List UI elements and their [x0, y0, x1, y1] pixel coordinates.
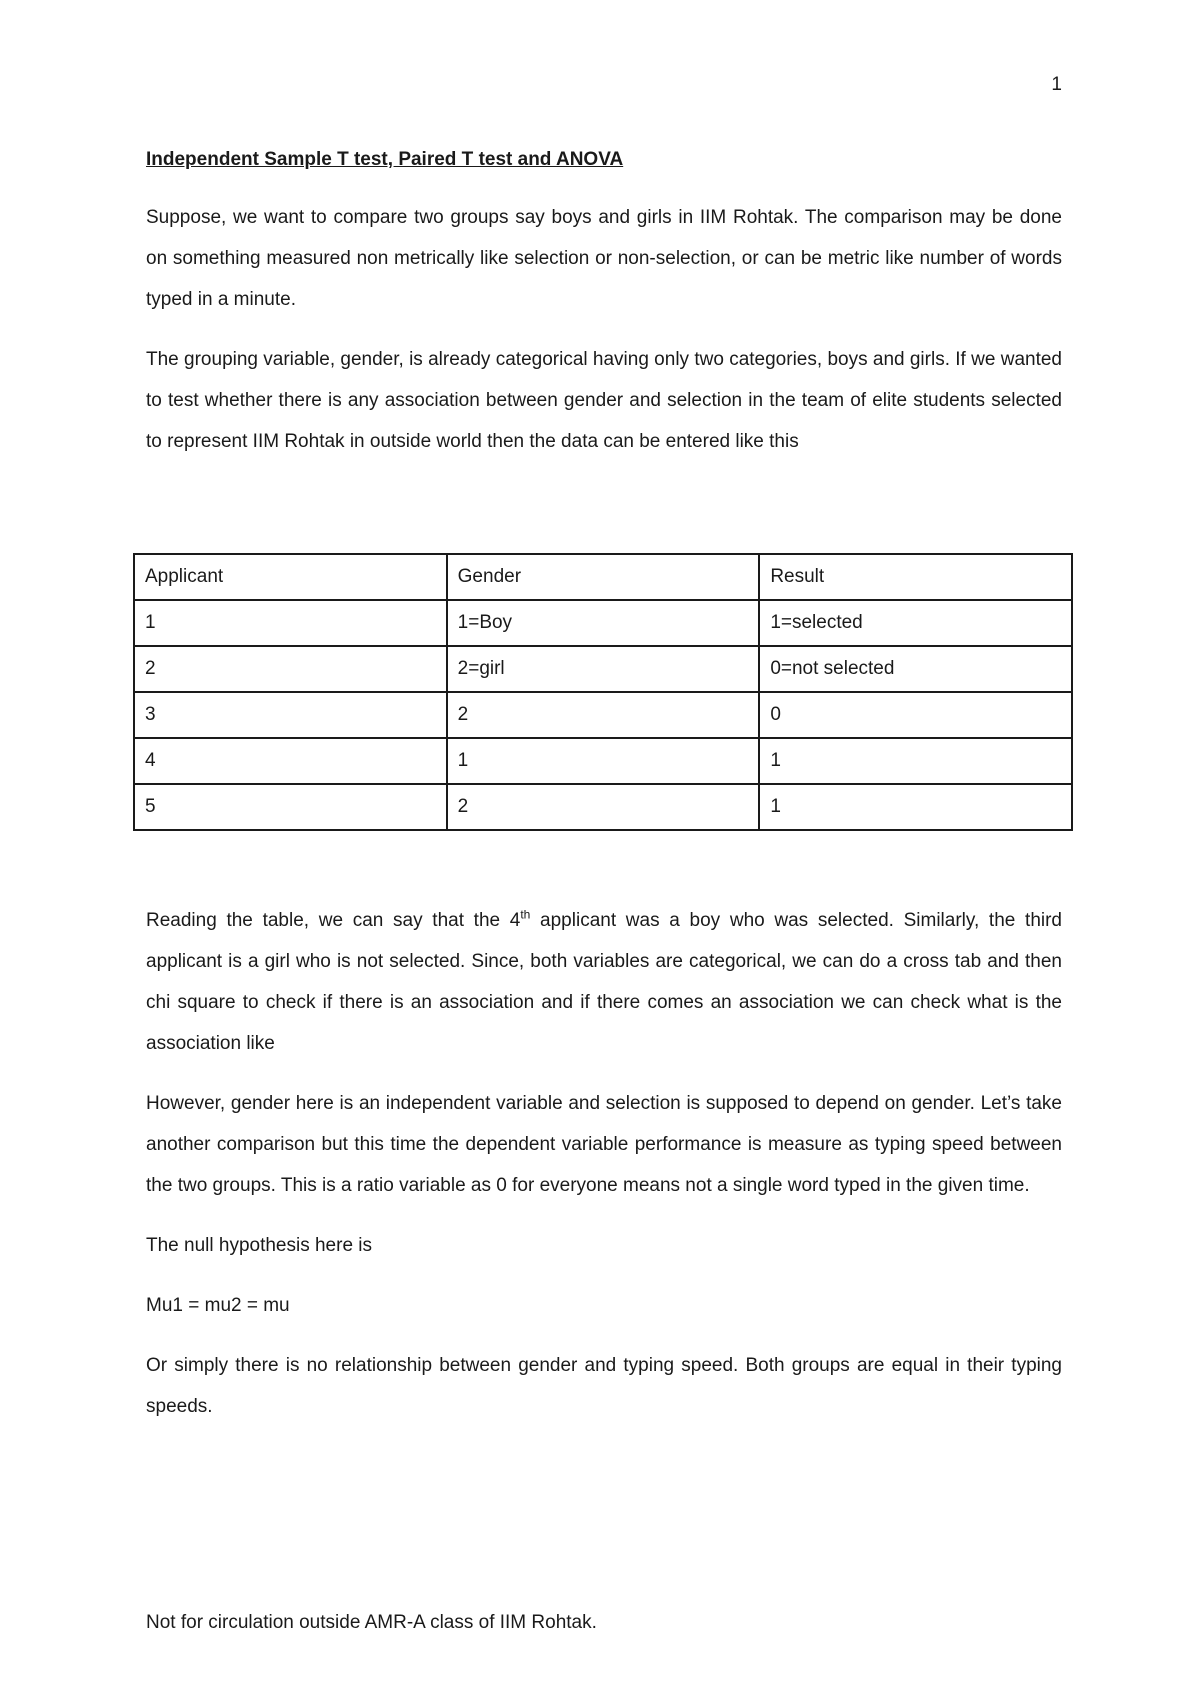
null-hypothesis-intro: The null hypothesis here is [146, 1235, 373, 1256]
table-row [134, 646, 1072, 692]
table-cell: 1=selected [759, 600, 1072, 646]
conclusion-paragraph: Or simply there is no relationship between gender and typing speed. Both groups are equal in their typing speeds. [146, 1355, 1062, 1417]
ordinal-superscript: th [520, 907, 531, 922]
table-cell: 1 [134, 600, 447, 646]
applicant-table [133, 553, 1073, 831]
intro-paragraph: Suppose, we want to compare two groups say boys and girls in IIM Rohtak. The comparison may be done on something measured non metrically like selection or non-selection, or can be metric like number of words typed in a minute. [146, 207, 1062, 310]
table-cell: 0 [759, 692, 1072, 738]
table-cell: 1 [759, 784, 1072, 830]
table-cell: 0=not selected [759, 646, 1072, 692]
null-hypothesis-equation: Mu1 = mu2 = mu [146, 1295, 290, 1316]
table-cell: 1 [759, 738, 1072, 784]
table-cell: 2 [134, 646, 447, 692]
page-number: 1 [1051, 74, 1062, 95]
document-body-continued [146, 900, 1062, 1446]
table-row [134, 784, 1072, 830]
grouping-paragraph: The grouping variable, gender, is already categorical having only two categories, boys and girls. If we wanted to test whether there is any association between gender and selection in the team of elite students selected to represent IIM Rohtak in outside world then the data can be entered like this [146, 349, 1062, 452]
table-row [134, 692, 1072, 738]
table-row [134, 738, 1072, 784]
table-row [134, 600, 1072, 646]
header-applicant: Applicant [134, 554, 447, 600]
table-header-row [134, 554, 1072, 600]
table-cell: 1 [447, 738, 760, 784]
document-body [146, 146, 1062, 481]
header-result: Result [759, 554, 1072, 600]
reading-text-part2: applicant was a boy who was selected. Similarly, the third applicant is a girl who is not selected. Since, both variables are categorical, we can do a cross tab and then chi square to check if there is an association and if there comes an association we can check what is the association like [146, 910, 1062, 1054]
header-gender: Gender [447, 554, 760, 600]
table-cell: 5 [134, 784, 447, 830]
table-cell: 1=Boy [447, 600, 760, 646]
table-cell: 2 [447, 784, 760, 830]
table-cell: 2 [447, 692, 760, 738]
table-cell: 4 [134, 738, 447, 784]
document-title: Independent Sample T test, Paired T test and ANOVA [146, 149, 624, 170]
table-cell: 3 [134, 692, 447, 738]
independent-variable-paragraph: However, gender here is an independent variable and selection is supposed to depend on gender. Let’s take another comparison but this time the dependent variable performance is measure as typing speed between the two groups. This is a ratio variable as 0 for everyone means not a single word typed in the given time. [146, 1093, 1062, 1196]
reading-text-part1: Reading the table, we can say that the 4 [146, 910, 521, 931]
footer-note: Not for circulation outside AMR-A class of IIM Rohtak. [146, 1612, 597, 1633]
reading-paragraph [146, 900, 1062, 1064]
table-cell: 2=girl [447, 646, 760, 692]
